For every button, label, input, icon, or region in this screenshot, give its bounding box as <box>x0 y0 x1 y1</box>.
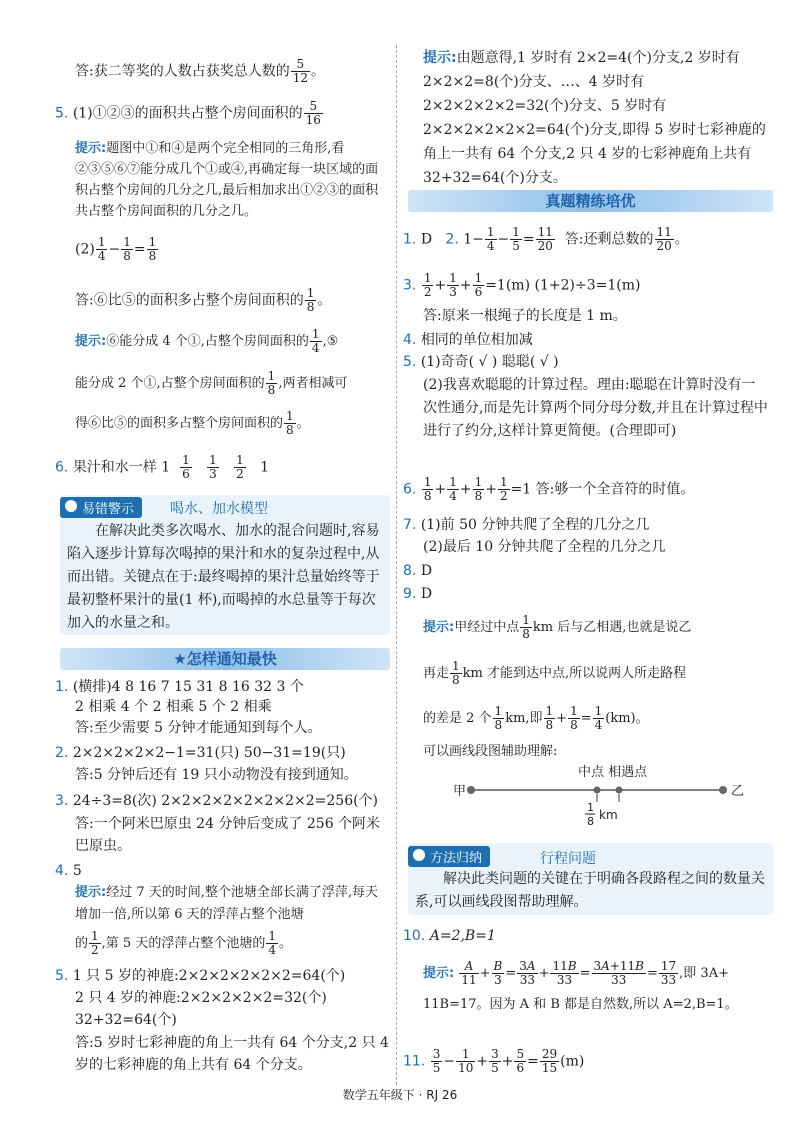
item-4-hint: 提示:经过 7 天的时间,整个池塘全部长满了浮萍,每天增加一倍,所以第 6 天的浮萍占整个池塘 <box>75 885 379 922</box>
answer-text: 答:获二等奖的人数占获奖总人数的 <box>75 63 290 80</box>
segment-endpoint-a <box>467 786 475 794</box>
segment-midpoint-label: 中点 相遇点 <box>578 765 648 780</box>
item-9-hint: 提示:甲经过中点 $\frac{1}{8}$ km 后与乙相遇,也就是说乙 <box>423 613 692 641</box>
warning-tag: 易错警示 <box>60 497 142 518</box>
method-subtitle: 行程问题 <box>540 851 596 867</box>
item-10-hint: 提示: $\frac{A}{11}$ + $\frac{B}{3}$ = $\frac{3A}{33}$ + $\frac{11B}{33}$ = $\frac{3A+11B}{33}$ = $\frac{17}{33}$ ,即 3A+ <box>423 959 729 987</box>
hint-text: 题图中①和④是两个完全相同的三角形,看②③⑤⑥⑦能分成几个①或④,再确定每一块区域的面积占整个房间的几分之几,最后相加求出①②③的面积共占整个房间面积的几分之几。 <box>75 141 379 219</box>
segment-label-a: 甲 <box>453 784 467 799</box>
item-9: 9. D <box>403 586 433 602</box>
question-5-part1 <box>55 100 324 127</box>
hint-line: 提示:⑥能分成 4 个①,占整个房间面积的 $\frac{1}{4}$ ,⑤ <box>75 327 339 355</box>
section-banner: ★怎样通知最快 <box>60 648 390 670</box>
warning-subtitle: 喝水、加水模型 <box>170 501 268 517</box>
segment-meet-point <box>616 787 623 794</box>
item-1-line2: 2 相乘 4 个 2 相乘 5 个 2 相乘 <box>75 699 272 715</box>
method-text: 解决此类问题的关键在于明确各段路程之间的数量关系,可以画线段图帮助理解。 <box>415 871 765 910</box>
item-10: 10. A=2,B=1 <box>403 928 496 944</box>
hint-label: 提示: <box>75 141 107 156</box>
item-4: 4. 5 <box>55 863 82 879</box>
segment-diagram <box>433 762 763 832</box>
question-6: 6. 果汁和水一样 1 $\frac{1}{6}$ $\frac{1}{3}$ $\frac{1}{2}$ 1 <box>55 453 269 481</box>
item-9-hint-line: 的差是 2 个 $\frac{1}{8}$ km,即 $\frac{1}{8}$ + $\frac{1}{8}$ = $\frac{1}{4}$ (km)。 <box>423 704 649 732</box>
item-5-reason: (2)我喜欢聪聪的计算过程。理由:聪聪在计算时没有一次性通分,而是先计算两个同分母分数,并且在计算过程中进行了约分,这样计算更简便。(合理即可) <box>423 377 768 439</box>
item-2: 2. 2×2×2×2×2−1=31(只) 50−31=19(只) <box>55 745 346 761</box>
item-3: 3. $\frac{1}{2}$ + $\frac{1}{3}$ + $\frac{1}{6}$ =1(m) (1+2)÷3=1(m) <box>403 271 641 299</box>
question-5-part2: (2) $\frac{1}{4}$ − $\frac{1}{8}$ = $\frac{1}{8}$ <box>75 235 157 263</box>
lightbulb-icon <box>413 849 425 861</box>
item-7-line2: (2)最后 10 分钟共爬了全程的几分之几 <box>423 539 666 555</box>
fraction: $\frac{5}{12}$ <box>292 57 308 85</box>
item-1-2: 1. D 2. 1− $\frac{1}{4}$ − $\frac{1}{5}$ = $\frac{11}{20}$ 答:还剩总数的 $\frac{11}{20}$ 。 <box>403 225 689 253</box>
item-2-answer: 答:5 分钟后还有 19 只小动物没有接到通知。 <box>75 767 358 783</box>
answer-line: 答:⑥比⑤的面积多占整个房间面积的 $\frac{1}{8}$ 。 <box>75 286 332 314</box>
hint-block: 提示:由题意得,1 岁时有 2×2=4(个)分支,2 岁时有 2×2×2=8(个)分支、…、4 岁时有 2×2×2×2×2=32(个)分支、5 岁时有 2×2×2×2×2×2=64(个)分支,即得 5 岁时七彩神鹿的角上一共有 64 个分支,2 只 4 岁的七彩神鹿角上共有 32+32=64(个)分支。 <box>423 50 766 186</box>
item-4: 4. 相同的单位相加减 <box>403 332 533 348</box>
segment-unit: km <box>599 808 618 822</box>
item-1-answer: 答:至少需要 5 分钟才能通知到每个人。 <box>75 720 322 736</box>
item-9-hint-line: 再走 $\frac{1}{8}$ km 才能到达中点,所以说两人所走路程 <box>423 659 687 687</box>
item-6: 6. $\frac{1}{8}$ + $\frac{1}{4}$ + $\frac{1}{8}$ + $\frac{1}{2}$ =1 答:够一个全音符的时值。 <box>403 475 695 503</box>
item-3-answer: 答:原来一根绳子的长度是 1 m。 <box>423 308 627 324</box>
segment-endpoint-b <box>719 786 727 794</box>
lightbulb-icon <box>65 500 77 512</box>
column-divider <box>396 45 397 1085</box>
answer-line: 答:获二等奖的人数占获奖总人数的 $\frac{5}{12}$ 。 <box>75 57 325 85</box>
item-1: 1. (横排)4 8 16 7 15 31 8 16 32 3 个 <box>55 679 304 695</box>
page-footer: 数学五年级下 · RJ 26 <box>342 1088 458 1102</box>
question-number: 5. <box>55 105 69 122</box>
section-banner: 真题精练培优 <box>408 190 773 212</box>
item-3-answer: 答:一个阿米巴原虫 24 分钟后变成了 256 个阿米巴原虫。 <box>75 816 381 854</box>
answer-text: (1)①②③的面积共占整个房间面积的 <box>72 105 303 122</box>
item-5: 5. (1)奇奇( √ ) 聪聪( √ ) <box>403 354 559 370</box>
segment-midpoint <box>594 787 601 794</box>
item-3: 3. 24÷3=8(次) 2×2×2×2×2×2×2×2=256(个) <box>55 793 379 809</box>
item-7: 7. (1)前 50 分钟共爬了全程的几分之几 <box>403 517 650 533</box>
item-11: 11. $\frac{3}{5}$ − $\frac{1}{10}$ + $\frac{3}{5}$ + $\frac{5}{6}$ = $\frac{29}{15}$ (m) <box>403 1047 585 1075</box>
item-5-answer: 答:5 岁时七彩神鹿的角上一共有 64 个分支,2 只 4 岁的七彩神鹿的角上共有 64 个分支。 <box>75 1035 389 1073</box>
item-4-hint-line: 的 $\frac{1}{2}$ ,第 5 天的浮萍占整个池塘的 $\frac{1}{4}$ 。 <box>75 929 292 957</box>
item-5-line3: 32+32=64(个) <box>75 1012 177 1028</box>
segment-frac-den: 8 <box>587 815 594 828</box>
segment-frac-num: 1 <box>587 801 594 814</box>
segment-label-b: 乙 <box>731 784 745 799</box>
item-5: 5. 1 只 5 岁的神鹿:2×2×2×2×2×2=64(个) <box>55 968 346 984</box>
hint-line: 能分成 2 个①,占整个房间面积的 $\frac{1}{8}$ ,两者相减可 <box>75 369 348 397</box>
hint-line: 得⑥比⑤的面积多占整个房间面积的 $\frac{1}{8}$ 。 <box>75 409 310 437</box>
item-9-hint-line: 可以画线段图辅助理解: <box>423 744 558 759</box>
warning-text: 在解决此类多次喝水、加水的混合问题时,容易陷入逐步计算每次喝掉的果汁和水的复杂过程中,从而出错。关键点在于:最终喝掉的果汁总量始终等于最初整杯果汁的量(1 杯),而喝掉的水总量等于每次加入的水量之和。 <box>67 523 380 631</box>
hint-block <box>75 138 387 222</box>
fraction: $\frac{5}{16}$ <box>305 99 321 127</box>
item-5-line2: 2 只 4 岁的神鹿:2×2×2×2×2=32(个) <box>75 990 327 1006</box>
item-10-hint-line: 11B=17。因为 A 和 B 都是自然数,所以 A=2,B=1。 <box>423 997 738 1012</box>
item-8: 8. D <box>403 563 433 579</box>
method-tag: 方法归纳 <box>408 846 490 867</box>
